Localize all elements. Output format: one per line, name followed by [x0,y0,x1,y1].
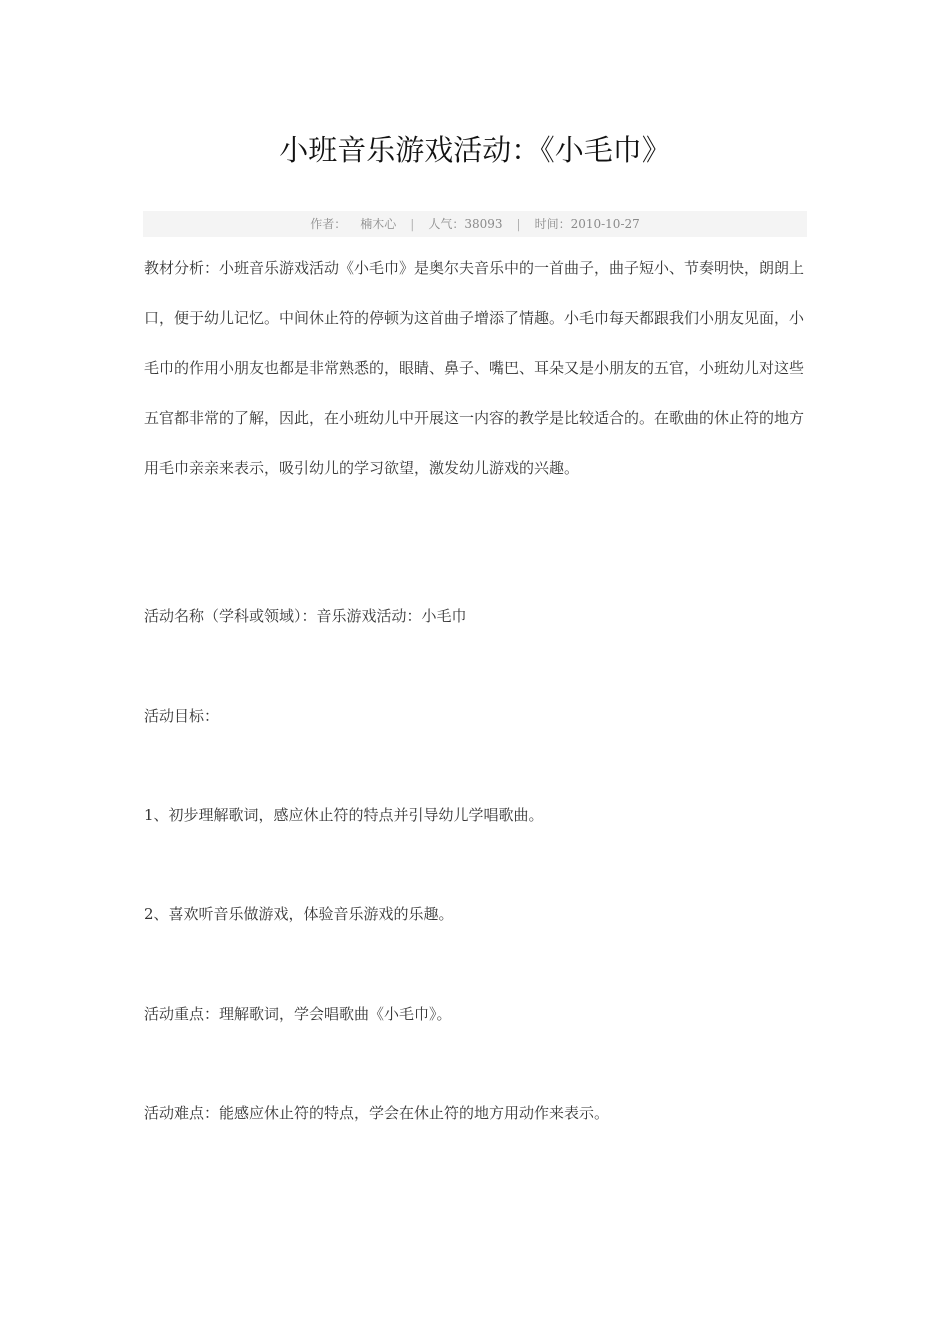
publish-date: 2010-10-27 [570,217,640,231]
paragraph-goal-1: 1、初步理解歌词，感应休止符的特点并引导幼儿学唱歌曲。 [144,806,544,824]
author-name: 楠木心 [360,217,397,231]
article-meta-bar [143,211,807,237]
paragraph-goals-heading: 活动目标： [144,707,220,725]
author-label: 作者： [310,217,347,231]
paragraph-material-analysis: 教材分析：小班音乐游戏活动《小毛巾》是奥尔夫音乐中的一首曲子，曲子短小、节奏明快，朗朗上口，便于幼儿记忆。中间休止符的停顿为这首曲子增添了情趣。小毛巾每天都跟我们小朋友见面，小毛巾的作用小朋友也都是非常熟悉的，眼睛、鼻子、嘴巴、耳朵又是小朋友的五官，小班幼儿对这些五官都非常的了解，因此，在小班幼儿中开展这一内容的教学是比较适合的。在歌曲的休止符的地方用毛巾亲亲来表示，吸引幼儿的学习欲望，激发幼儿游戏的兴趣。 [144,259,805,477]
paragraph-difficulty: 活动难点：能感应休止符的特点，学会在休止符的地方用动作来表示。 [144,1104,610,1122]
date-label: 时间： [534,217,571,231]
article-title: 小班音乐游戏活动：《小毛巾》 [279,133,671,167]
paragraph-key-point: 活动重点：理解歌词，学会唱歌曲《小毛巾》。 [144,1005,452,1023]
paragraph-goal-2: 2、喜欢听音乐做游戏，体验音乐游戏的乐趣。 [144,905,454,923]
meta-separator: | [516,217,521,231]
meta-separator: | [410,217,415,231]
views-label: 人气： [428,217,465,231]
views-count: 38093 [464,217,503,231]
paragraph-activity-name: 活动名称（学科或领域）：音乐游戏活动：小毛巾 [144,607,467,625]
